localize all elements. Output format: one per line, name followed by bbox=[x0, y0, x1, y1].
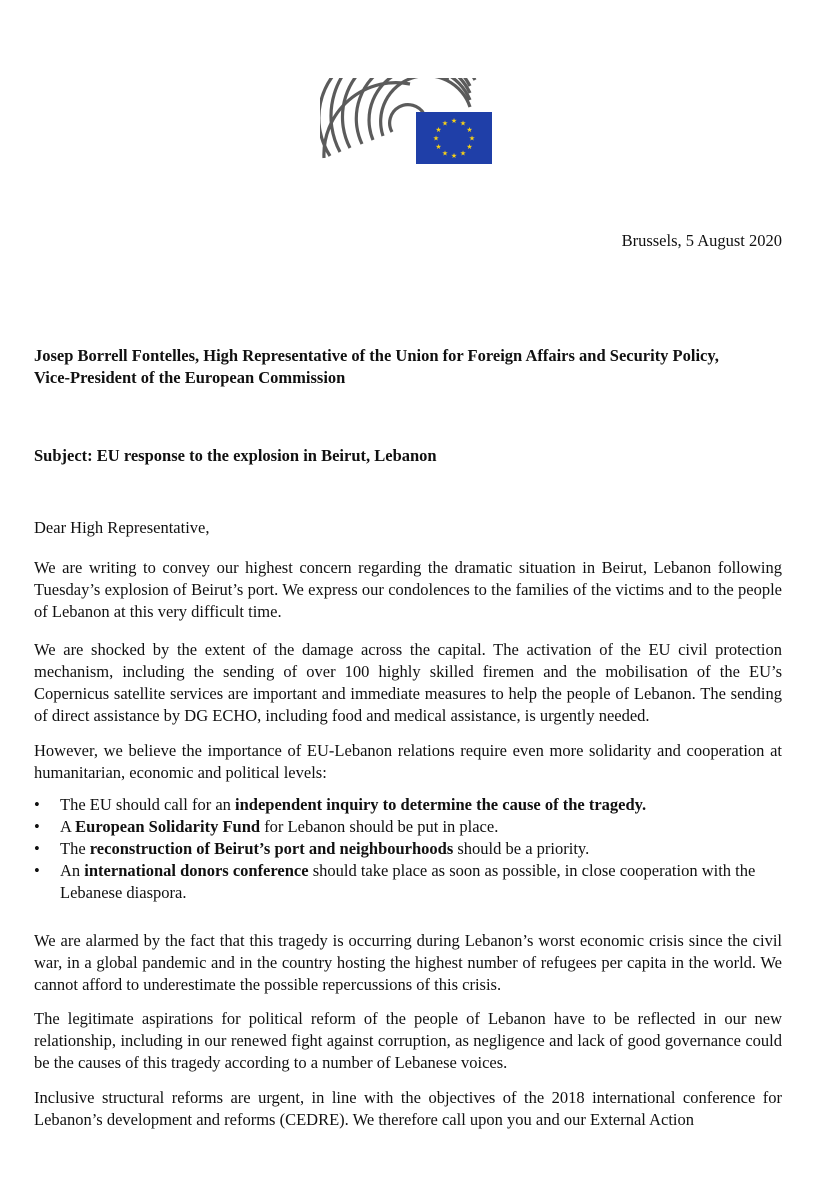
list-item: • The reconstruction of Beirut’s port and neighbourhoods should be a priority. bbox=[34, 839, 590, 858]
list-item: • A European Solidarity Fund for Lebanon should be put in place. bbox=[34, 817, 499, 836]
bullet-icon: • bbox=[34, 817, 40, 836]
recipient-line-1: Josep Borrell Fontelles, High Representative of the Union for Foreign Affairs and Security Policy, bbox=[34, 346, 719, 365]
european-parliament-logo bbox=[320, 78, 494, 166]
svg-text:★: ★ bbox=[466, 126, 473, 134]
svg-text:★: ★ bbox=[468, 134, 476, 143]
paragraph-6: Inclusive structural reforms are urgent, in line with the objectives of the 2018 international conference for Lebanon’s development and reforms (CEDRE). We therefore call upon you and our External Action bbox=[34, 1088, 782, 1129]
list-item: • The EU should call for an independent inquiry to determine the cause of the tragedy. bbox=[34, 795, 647, 814]
svg-text:★: ★ bbox=[441, 149, 449, 158]
salutation: Dear High Representative, bbox=[34, 518, 210, 537]
svg-text:★: ★ bbox=[432, 134, 440, 143]
recipient-line-2: Vice-President of the European Commission bbox=[34, 368, 346, 387]
subject-line: Subject: EU response to the explosion in Beirut, Lebanon bbox=[34, 446, 437, 465]
paragraph-3: However, we believe the importance of EU-Lebanon relations require even more solidarity and cooperation at humanitarian, economic and political levels: bbox=[34, 741, 782, 782]
paragraph-4: We are alarmed by the fact that this tragedy is occurring during Lebanon’s worst economic crisis since the civil war, in a global pandemic and in the country hosting the highest number of refugees per capita in the world. We cannot afford to underestimate the possible repercussions of this crisis. bbox=[34, 931, 782, 994]
bullet-icon: • bbox=[34, 839, 40, 858]
list-item: • An international donors conference should take place as soon as possible, in close cooperation with the Lebanese diaspora. bbox=[34, 861, 756, 902]
bullet-icon: • bbox=[34, 861, 40, 880]
letter-date: Brussels, 5 August 2020 bbox=[621, 231, 782, 250]
svg-text:★: ★ bbox=[459, 149, 467, 158]
paragraph-5: The legitimate aspirations for political reform of the people of Lebanon have to be reflected in our new relationship, including in our renewed fight against corruption, as negligence and lack of good governance could be the causes of this tragedy according to a number of Lebanese voices. bbox=[34, 1009, 782, 1072]
svg-text:★: ★ bbox=[459, 119, 467, 128]
svg-text:★: ★ bbox=[441, 119, 449, 128]
eu-flag-icon bbox=[416, 112, 492, 164]
paragraph-2: We are shocked by the extent of the damage across the capital. The activation of the EU civil protection mechanism, including the sending of over 100 highly skilled firemen and the mobilisation of the EU’s Copernicus satellite services are important and immediate measures to help the people of Lebanon. The sending of direct assistance by DG ECHO, including food and medical assistance, is urgently needed. bbox=[34, 640, 782, 725]
svg-text:★: ★ bbox=[450, 152, 458, 160]
svg-text:★: ★ bbox=[466, 143, 473, 151]
svg-text:★: ★ bbox=[435, 143, 442, 151]
proposals-list bbox=[34, 794, 782, 904]
paragraph-1: We are writing to convey our highest concern regarding the dramatic situation in Beirut, Lebanon following Tuesday’s explosion of Beirut’s port. We express our condolences to the families of the victims and to the people of Lebanon at this very difficult time. bbox=[34, 558, 782, 621]
svg-text:★: ★ bbox=[435, 126, 442, 134]
recipient-block bbox=[34, 345, 782, 389]
bullet-icon: • bbox=[34, 795, 40, 814]
svg-text:★: ★ bbox=[450, 117, 458, 125]
